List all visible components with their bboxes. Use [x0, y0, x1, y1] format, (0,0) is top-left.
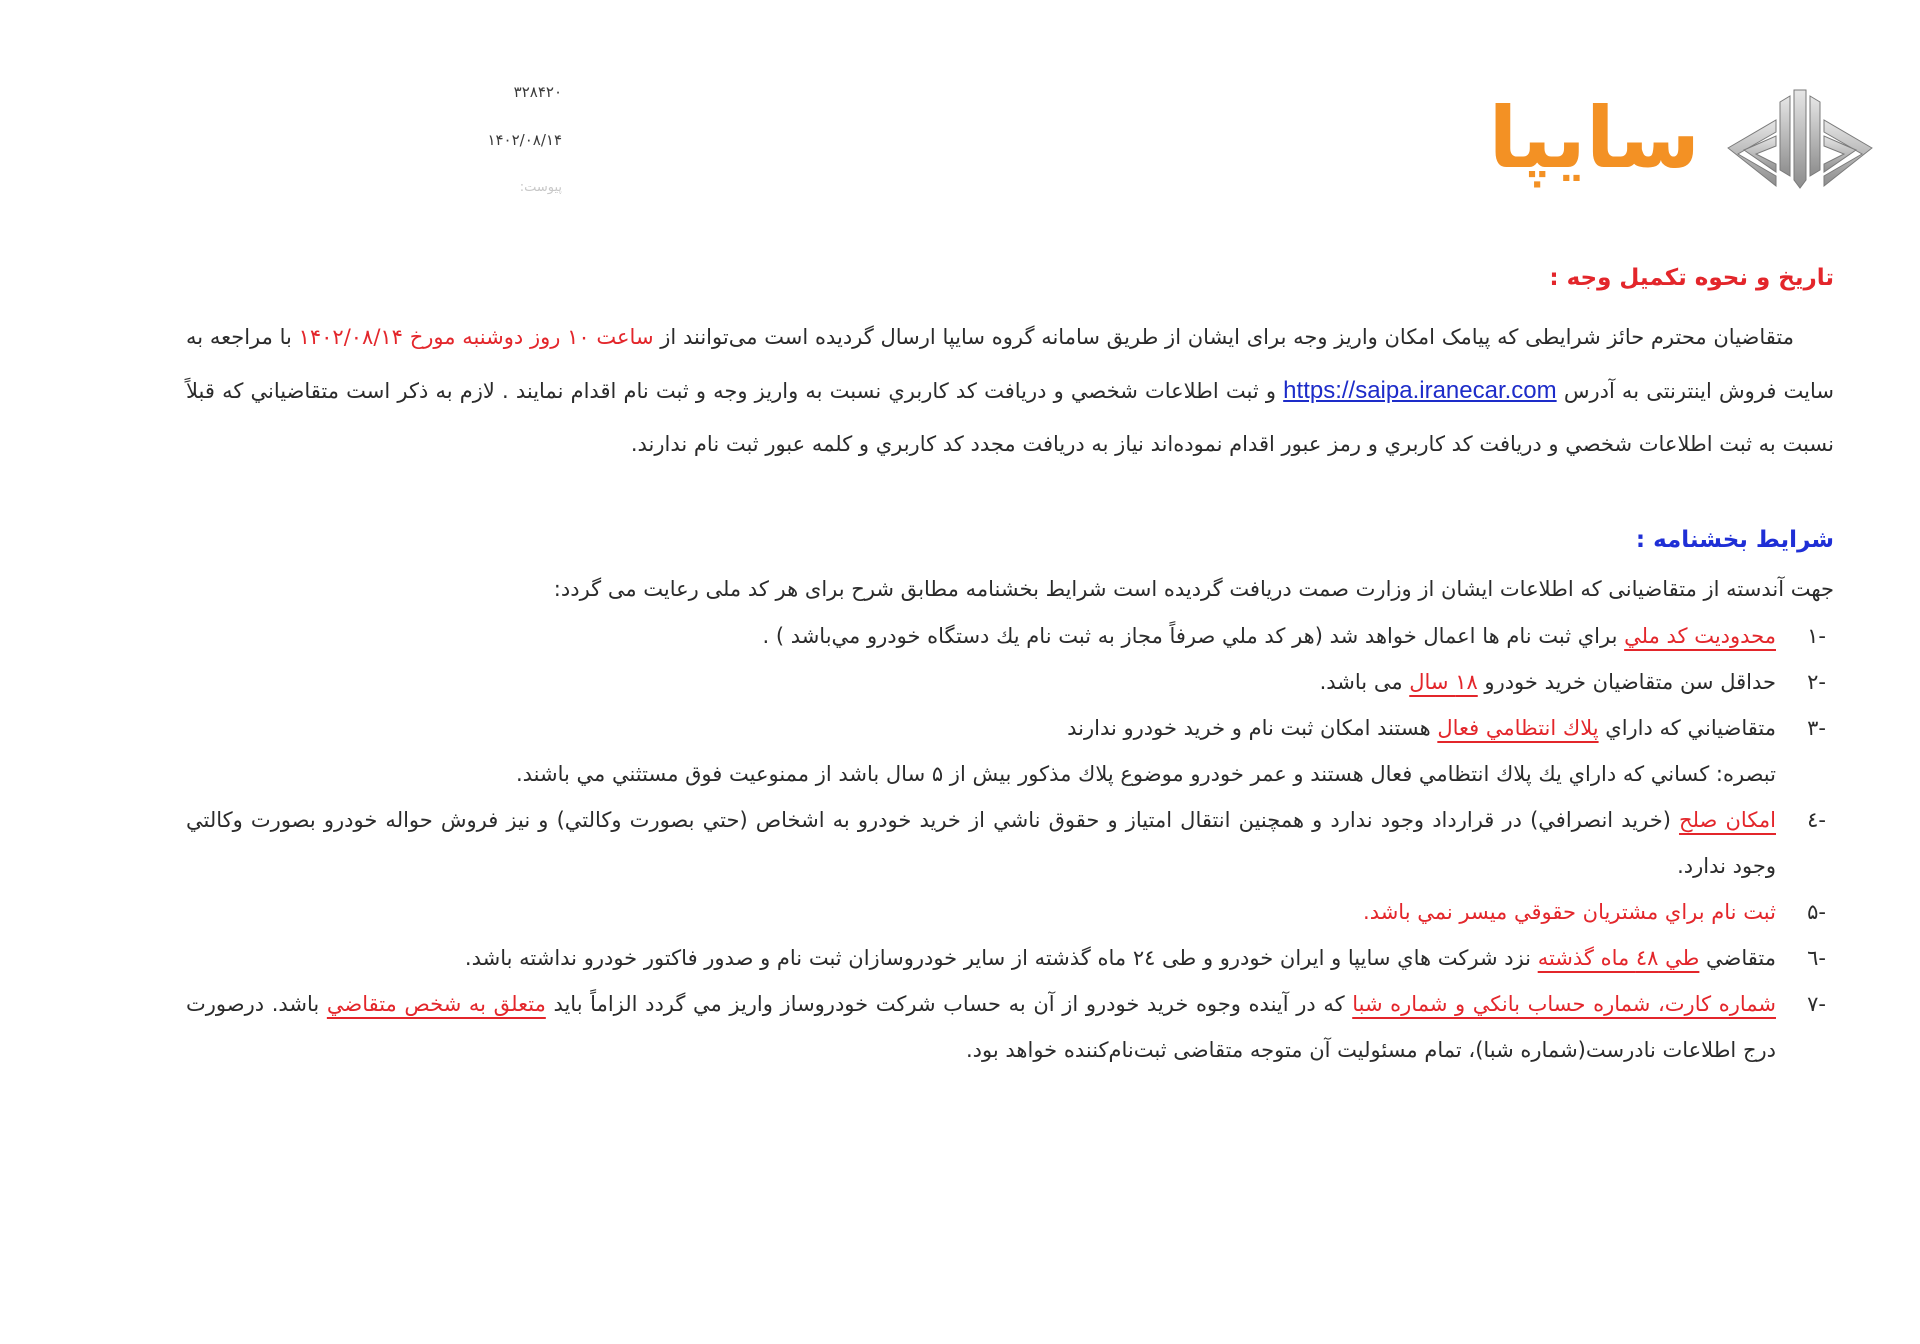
item-text: هستند امكان ثبت نام و خريد خودرو ندارند	[1067, 716, 1438, 740]
item-highlight: ۱۸ سال	[1409, 670, 1478, 694]
item-highlight: امكان صلح	[1679, 808, 1776, 832]
item-highlight: پلاك انتظامي فعال	[1437, 716, 1599, 740]
payment-text-3: و ثبت اطلاعات شخصي و دريافت كد كاربري نسبت به واريز وجه و ثبت نام اقدام نمايند . لازم به ذكر است متقاضياني كه قبلاً نسبت به ثبت اطلاعات شخصي و دريافت كد كاربري و رمز عبور اقدام نموده‌اند نياز به دريافت مجدد كد كاربري و كلمه عبور ثبت نام ندارند.	[186, 379, 1834, 456]
section-heading-terms: شرایط بخشنامه :	[1635, 527, 1834, 553]
letter-date: ۱۴۰۲/۰۸/۱۴	[487, 131, 562, 149]
list-item	[186, 981, 1834, 1073]
item-text: باشد. درصورت درج اطلاعات نادرست(شماره شبا)، تمام مسئوليت آن متوجه متقاضی ثبت‌نام‌کننده خواهد بود.	[186, 992, 1776, 1062]
item-text: حداقل سن متقاضیان خرید خودرو	[1477, 670, 1776, 694]
item-number: -۷	[1807, 992, 1826, 1016]
payment-date-highlight: ساعت ۱۰ روز دوشنبه مورخ ۱۴۰۲/۰۸/۱۴	[298, 325, 654, 349]
terms-list-continued	[186, 797, 1834, 1073]
payment-text-2: با مراجعه به سایت فروش اینترنتی به آدرس	[186, 325, 1834, 403]
item-number: -۱	[1807, 624, 1826, 648]
item-text: براي ثبت نام ها اعمال خواهد شد (هر كد ملي صرفاً مجاز به ثبت نام يك دستگاه خودرو مي‌باشد ) .	[762, 624, 1625, 648]
logo-wordmark: سایپا	[1488, 89, 1700, 187]
list-item	[186, 797, 1834, 889]
item-text: كه در آينده وجوه خريد خودرو از آن به حساب شركت خودروساز واريز مي گردد الزاماً بايد	[545, 992, 1353, 1016]
item-text: متقاضياني كه داراي	[1598, 716, 1776, 740]
letter-attachment: پیوست:	[519, 180, 562, 195]
payment-paragraph	[186, 311, 1834, 471]
list-item	[186, 889, 1834, 935]
item-number: -٦	[1807, 946, 1826, 970]
item-highlight: محدوديت كد ملي	[1624, 624, 1776, 648]
saipa-emblem-icon	[1724, 84, 1876, 192]
list-item	[186, 935, 1834, 981]
saipa-logo	[1488, 82, 1876, 194]
item-number: -۲	[1807, 670, 1826, 694]
document-body	[186, 255, 1834, 1073]
item-highlight: متعلق به شخص متقاضي	[326, 992, 546, 1016]
item-number: -٤	[1807, 808, 1826, 832]
list-item	[186, 659, 1834, 705]
list-item	[186, 705, 1834, 751]
terms-note: تبصره: كساني كه داراي يك پلاك انتظامي فعال هستند و عمر خودرو موضوع پلاك مذكور بيش از ۵ سال باشد از ممنوعيت فوق مستثني مي باشند.	[515, 762, 1776, 786]
section-heading-payment: تاریخ و نحوه تکمیل وجه :	[1549, 265, 1834, 291]
item-highlight: طي ٤۸ ماه گذشته	[1537, 946, 1700, 970]
terms-list	[186, 613, 1834, 751]
item-highlight: شماره كارت، شماره حساب بانكي و شماره شبا	[1352, 992, 1776, 1016]
list-item	[186, 613, 1834, 659]
item-number: -۵	[1807, 900, 1826, 924]
item-highlight: ثبت نام براي مشتريان حقوقي ميسر نمي باشد.	[1363, 900, 1776, 924]
item-text: متقاضي	[1699, 946, 1776, 970]
letter-meta	[452, 80, 562, 224]
item-text: نزد شركت هاي سايپا و ايران خودرو و طی ۲٤ ماه گذشته از ساير خودروسازان ثبت نام و صدور فاكتور خودرو نداشته باشد.	[464, 946, 1538, 970]
letter-number: ۳۲۸۴۲۰	[513, 83, 562, 101]
terms-intro: جهت آندسته از متقاضیانی که اطلاعات ایشان از وزارت صمت دریافت گردیده است شرایط بخشنامه مطابق شرح برای هر کد ملی رعایت می گردد:	[553, 577, 1834, 601]
sales-site-link[interactable]: https://saipa.iranecar.com	[1283, 377, 1557, 404]
payment-text-1: متقاضیان محترم حائز شرایطی که پیامک امکان واریز وجه برای ایشان از طریق سامانه گروه سایپا ارسال گردیده است می‌توانند از	[660, 325, 1794, 349]
item-number: -۳	[1807, 716, 1826, 740]
item-text: می باشد.	[1319, 670, 1410, 694]
item-text: (خريد انصرافي) در قرارداد وجود ندارد و همچنين انتقال امتياز و حقوق ناشي از خريد خودرو به اشخاص (حتي بصورت وكالتي) و نيز فروش حواله خودرو بصورت وكالتي وجود ندارد.	[186, 808, 1776, 878]
